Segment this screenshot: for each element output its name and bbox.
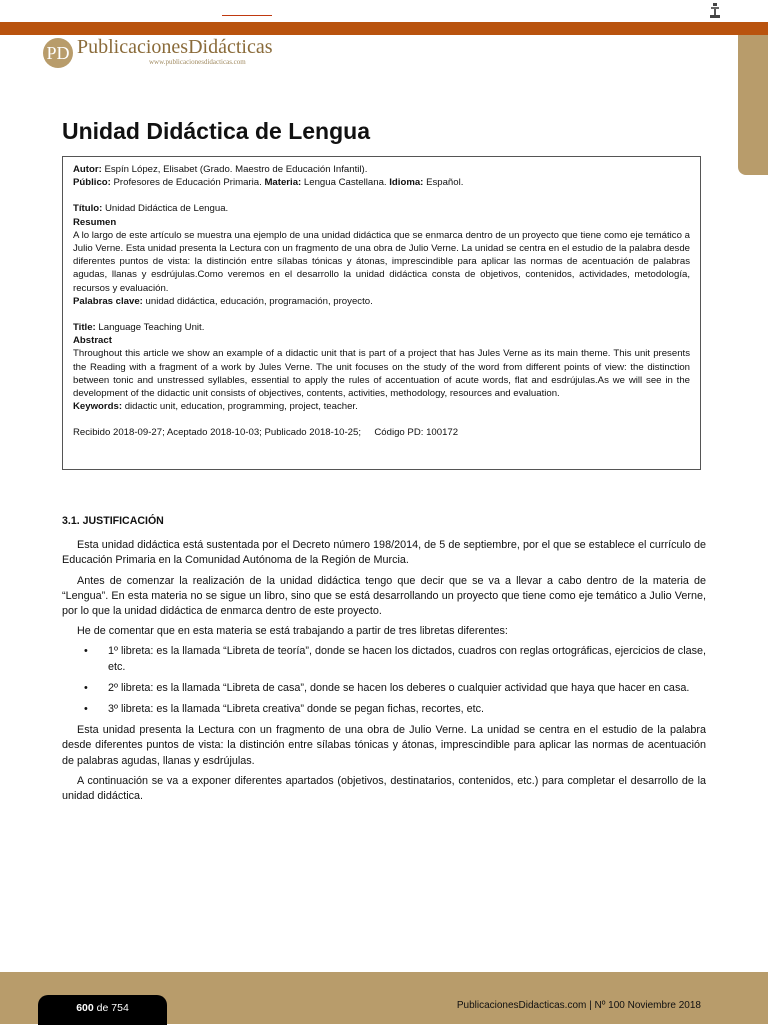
abstract-heading: Abstract <box>73 335 112 347</box>
paragraph-3: He de comentar que en esta materia se está trabajando a partir de tres libretas diferentes: <box>77 625 508 638</box>
bullet-icon: • <box>84 681 88 694</box>
logo-text: PublicacionesDidácticas <box>77 36 273 58</box>
resumen-heading: Resumen <box>73 216 117 228</box>
bullet-icon: • <box>84 703 88 716</box>
logo-url: www.publicacionesdidacticas.com <box>149 58 246 66</box>
pd-code: Código PD: 100172 <box>374 427 459 439</box>
logo-mark: PD <box>43 38 73 68</box>
paragraph-1: Esta unidad didáctica está sustentada por el Decreto número 198/2014, de 5 de septiembre, por el que se establece el currículo de Educación Primaria en la Comunidad Autónoma de la Región de Murcia. <box>62 539 706 567</box>
abstract-box <box>62 156 701 470</box>
paragraph-4: Esta unidad presenta la Lectura con un fragmento de una obra de Julio Verne. La unidad se centra en el estudio de la palabra desde diferentes puntos de vista: la distinción entre sílabas tónicas y átonas, imprescindible para aplicar las normas de acentuación de palabras agudas, llanas y esdrújulas. <box>62 724 706 767</box>
accent-bar <box>0 22 768 35</box>
spindle-icon[interactable] <box>708 2 722 20</box>
bullet-icon: • <box>84 645 88 658</box>
list-item: • 3º libreta: es la llamada “Libreta creativa” donde se pegan fichas, recortes, etc. <box>108 702 706 717</box>
footer-publication: PublicacionesDidacticas.com | Nº 100 Noviembre 2018 <box>456 1000 701 1011</box>
author-line: Autor: Espín López, Elisabet (Grado. Maestro de Educación Infantil). <box>73 164 368 175</box>
list-item: • 1º libreta: es la llamada “Libreta de teoría”, donde se hacen los dictados, cuadros con reglas ortográficas, ejercicios de clase, etc. <box>84 645 706 673</box>
audience-line: Público: Profesores de Educación Primaria. Materia: Lengua Castellana. Idioma: Español. <box>73 177 464 189</box>
paragraph-5: A continuación se va a exponer diferentes apartados (objetivos, destinatarios, contenidos, etc.) para completar el desarrollo de la unidad didáctica. <box>62 774 706 803</box>
document-title: Unidad Didáctica de Lengua <box>62 118 370 144</box>
toolbar <box>0 0 768 23</box>
keywords-es: Palabras clave: unidad didáctica, educación, programación, proyecto. <box>73 295 373 307</box>
page-number: 600 de 754 <box>38 995 167 1025</box>
toolbar-underline <box>222 15 272 16</box>
list-item: • 2º libreta: es la llamada “Libreta de casa”, donde se hacen los deberes o cualquier actividad que haya que hacer en casa. <box>108 681 706 696</box>
abstract-text: Throughout this article we show an example of a didactic unit that is part of a project that has Jules Verne as its main theme. This unit presents the Reading with a fragment of a work by Jules Verne. The unit focuses on the study of the word from different points of view: the distinction between tonic and unstressed syllables, essential to apply the rules of accentuation of acute words, flat and esdrújulas.As we will see in the development of the didactic unit consists of objectives, contents, activities, methodology, resources and evaluation. <box>73 348 690 400</box>
paragraph-2: Antes de comenzar la realización de la unidad didáctica tengo que decir que se va a llevar a cabo dentro de la materia de “Lengua”. En esta materia no se sigue un libro, sino que se está desarrollando un proyecto que tiene como eje temático a Julio Verne, por lo que la unidad didáctica de enmarca dentro de este proyecto. <box>62 574 706 618</box>
publisher-logo <box>43 36 283 72</box>
section-heading: 3.1. JUSTIFICACIÓN <box>62 515 164 527</box>
main-content <box>62 514 706 809</box>
keywords-en: Keywords: didactic unit, education, programming, project, teacher. <box>73 401 358 413</box>
title-en-line: Title: Language Teaching Unit. <box>73 322 205 334</box>
footer <box>0 972 768 1024</box>
title-line: Título: Unidad Didáctica de Lengua. <box>73 203 229 215</box>
resumen-text: A lo largo de este artículo se muestra una ejemplo de una unidad didáctica que se enmarca dentro de un proyecto que tiene como eje temático a Julio Verne. Esta unidad presenta la Lectura con un fragmento de una obra de Julio Verne. La unidad se centra en el estudio de la palabra desde diferentes puntos de vista: la distinción entre sílabas tónicas y átonas, imprescindible para aplicar las normas de acentuación de palabras agudas, llanas y esdrújulas.Como veremos en el desarrollo la unidad didáctica consta de objetivos, contenidos, actividades, metodología, recursos y evaluación. <box>73 229 690 294</box>
notebook-list <box>62 644 706 717</box>
dates-line: Recibido 2018-09-27; Aceptado 2018-10-03; Publicado 2018-10-25; Código PD: 100172 <box>73 427 459 439</box>
side-tab <box>738 35 768 175</box>
